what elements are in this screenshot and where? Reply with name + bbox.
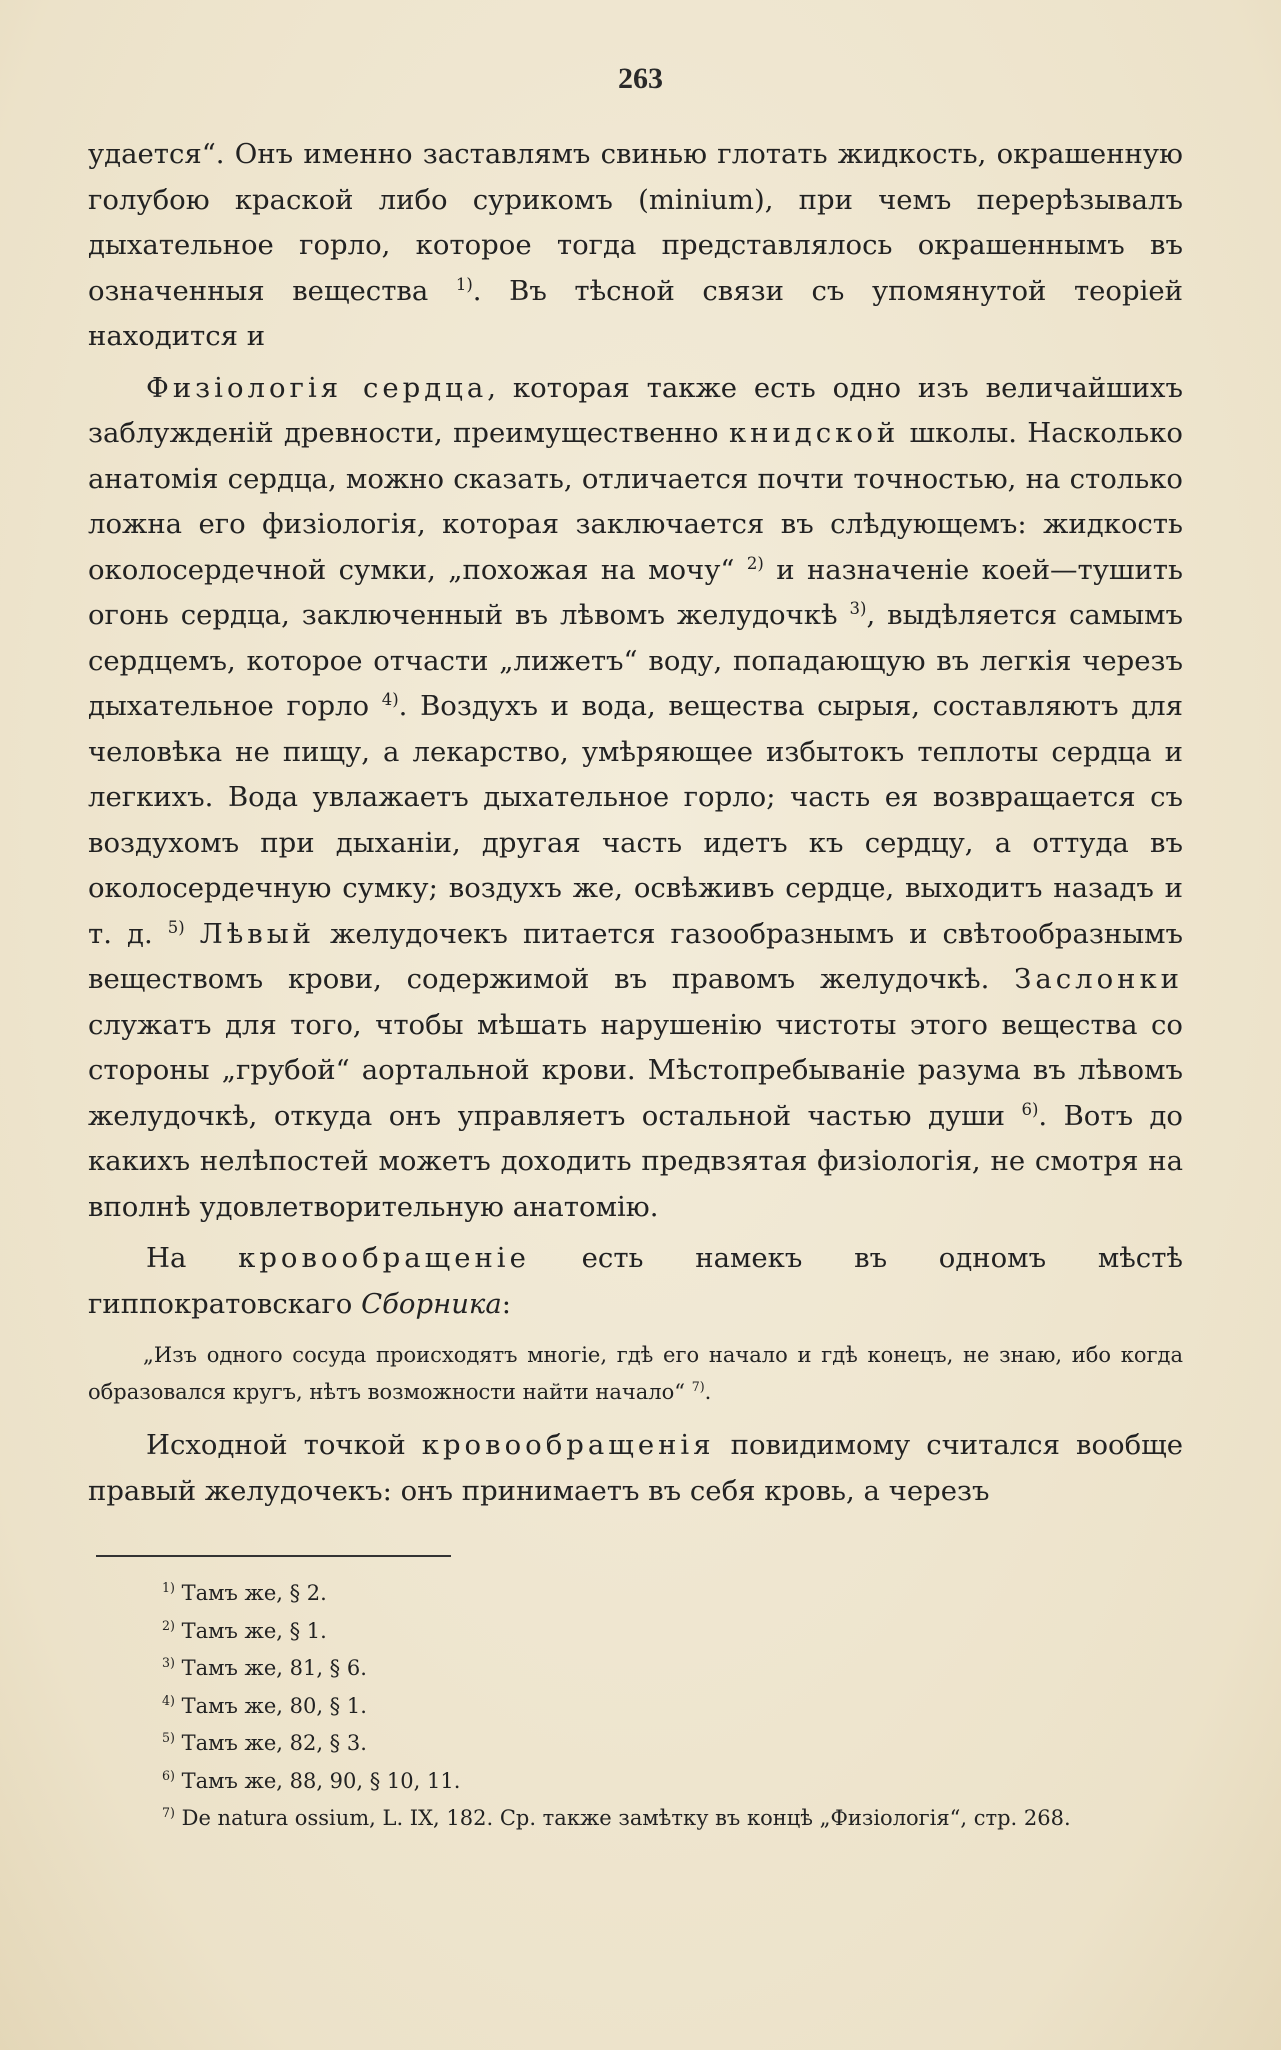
paragraph bbox=[88, 366, 1183, 1231]
footnote-text: De natura ossium, L. IX, 182. Ср. также замѣтку въ концѣ „Физіологія“, стр. 268. bbox=[174, 1806, 1071, 1830]
text-run bbox=[185, 918, 200, 950]
footnote-text: Тамъ же, 88, 90, § 10, 11. bbox=[174, 1768, 461, 1793]
footnotes bbox=[90, 1575, 1185, 1838]
text-run: : bbox=[501, 1287, 511, 1320]
footnote-separator bbox=[96, 1555, 451, 1557]
text-run: . Воздухъ и вода, вещества сырыя, составляютъ для человѣка не пищу, а лекарство, умѣряющее избытокъ теплоты сердца и легкихъ. Вода увлажаетъ дыхательное горло; часть ея возвращается съ воздухомъ при дыханіи, другая часть идетъ къ сердцу, а оттуда въ околосердечную сумку; воздухъ же, освѣживъ сердце, выходитъ назадъ и т. д. bbox=[88, 690, 1183, 950]
spaced-term: книдской bbox=[728, 417, 900, 449]
footnote-text: Тамъ же, 81, § 6. bbox=[174, 1656, 367, 1680]
footnote-mark: 1) bbox=[162, 1580, 175, 1595]
footnote bbox=[90, 1613, 1185, 1651]
spaced-term: Лѣвый bbox=[199, 917, 315, 950]
footnote bbox=[90, 1688, 1185, 1726]
text-run: , которая также есть одно изъ величайшихъ заблужденій древности, преимущественно bbox=[88, 371, 1183, 449]
paragraph bbox=[88, 132, 1183, 360]
text-run: служатъ для того, чтобы мѣшать нарушенію чистоты этого вещества со стороны „грубой“ аортальной крови. Мѣстопребываніе разума въ лѣвомъ желудочкѣ, откуда онъ управляетъ остальной частью души bbox=[88, 1008, 1183, 1132]
text-run: есть намекъ въ одномъ мѣстѣ гиппократовскаго bbox=[88, 1242, 1183, 1320]
text-run: школы. Насколько анатомія сердца, можно сказать, отличается почти точностью, на столько ложна его физіологія, которая заключается въ слѣдующемъ: жидкость околосердечной сумки, „похожая на мочу“ bbox=[88, 417, 1183, 586]
text-run: повидимому считался вообще правый желудочекъ: онъ принимаетъ въ себя кровь, а черезъ bbox=[88, 1429, 1183, 1507]
text-run: . Въ тѣсной связи съ упомянутой теоріей находится и bbox=[88, 274, 1183, 352]
footnote-mark: 4) bbox=[162, 1692, 175, 1708]
text-run: и назначеніе коей—тушить огонь сердца, заключенный въ лѣвомъ желудочкѣ bbox=[88, 553, 1183, 631]
footnote-ref[interactable]: 1) bbox=[455, 274, 473, 294]
paragraph bbox=[88, 1423, 1183, 1514]
text-run: Исходной точкой bbox=[146, 1429, 422, 1461]
block-quote bbox=[88, 1337, 1183, 1411]
footnote bbox=[90, 1763, 1185, 1801]
footnote-text: Тамъ же, 82, § 3. bbox=[174, 1731, 367, 1755]
footnote-mark: 2) bbox=[162, 1617, 175, 1633]
text-run: , выдѣляется самымъ сердцемъ, которое отчасти „лижетъ“ воду, попадающую въ легкія черезъ дыхательное горло bbox=[88, 599, 1183, 722]
text-run: На bbox=[146, 1242, 239, 1274]
footnote-text: Тамъ же, 80, § 1. bbox=[174, 1693, 367, 1718]
italic-term: Сборника bbox=[361, 1287, 502, 1320]
spaced-term: Физіологія сердца bbox=[146, 371, 488, 404]
text-run: удается“. Онъ именно заставлямъ свинью глотать жидкость, окрашенную голубою краской либо сурикомъ (minium), при чемъ перерѣзывалъ дыхательное горло, которое тогда представлялось окрашеннымъ въ означенныя вещества bbox=[88, 138, 1183, 307]
footnote bbox=[90, 1725, 1185, 1763]
footnote-mark: 3) bbox=[162, 1655, 175, 1670]
footnote-mark: 7) bbox=[162, 1805, 175, 1820]
spaced-term: Заслонки bbox=[1014, 963, 1183, 995]
footnote-text: Тамъ же, § 2. bbox=[174, 1581, 327, 1605]
footnote-ref[interactable]: 6) bbox=[1021, 1099, 1039, 1119]
footnote-ref[interactable]: 4) bbox=[381, 689, 399, 709]
page-number: 263 bbox=[618, 62, 663, 95]
footnote bbox=[90, 1650, 1185, 1688]
text-run: „Изъ одного сосуда происходятъ многіе, гдѣ его начало и гдѣ конецъ, не знаю, ибо когда образовался кругъ, нѣтъ возможности найти начало“ bbox=[88, 1343, 1183, 1404]
paragraph bbox=[88, 1236, 1183, 1327]
footnote-ref[interactable]: 2) bbox=[746, 553, 764, 573]
body-text bbox=[88, 132, 1183, 1514]
spaced-term: кровообращенія bbox=[421, 1429, 715, 1461]
footnote-mark: 5) bbox=[162, 1730, 175, 1745]
footnote-text: Тамъ же, § 1. bbox=[174, 1618, 327, 1643]
footnote-ref[interactable]: 3) bbox=[849, 598, 867, 618]
footnote-ref[interactable]: 7) bbox=[691, 1379, 705, 1394]
text-run: желудочекъ питается газообразнымъ и свѣтообразнымъ веществомъ крови, содержимой въ правомъ желудочкѣ. bbox=[88, 917, 1183, 995]
text-run: . bbox=[704, 1380, 712, 1404]
footnote bbox=[90, 1575, 1185, 1613]
text-run: . Вотъ до какихъ нелѣпостей можетъ доходить предвзятая физіологія, не смотря на вполнѣ удовлетворительную анатомію. bbox=[88, 1099, 1183, 1223]
footnote-ref[interactable]: 5) bbox=[167, 917, 185, 937]
spaced-term: кровообращеніе bbox=[238, 1242, 530, 1274]
footnote bbox=[90, 1800, 1185, 1838]
footnote-mark: 6) bbox=[162, 1767, 175, 1783]
